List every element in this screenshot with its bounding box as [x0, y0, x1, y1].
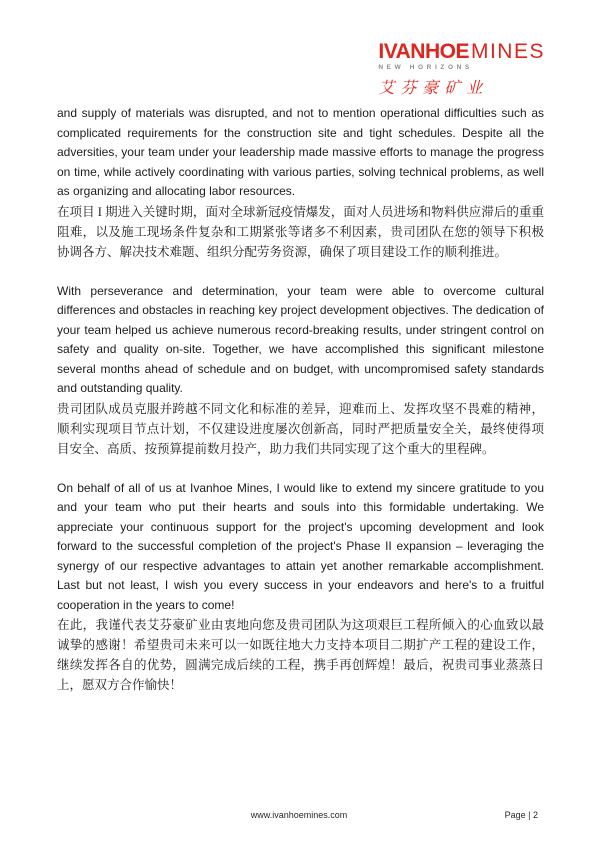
english-paragraph: and supply of materials was disrupted, and not to mention operational difficulties such as complicated requirements for the construction site and tight schedules. Despite all the adversities, your team under your leadership made massive efforts to manage the progress on time, while actively coordinating with various parties, solving technical problems, as well as organizing and allocating labor resources.: [57, 106, 544, 198]
company-logo: [378, 41, 545, 98]
chinese-paragraph: 在此，我谨代表艾芬豪矿业由衷地向您及贵司团队为这项艰巨工程所倾入的心血致以最诚挚的感谢！希望贵司未来可以一如既往地大力支持本项目二期扩产工程的建设工作，继续发挥各自的优势，圆满完成后续的工程，携手再创辉煌！最后，祝贵司事业蒸蒸日上，愿双方合作愉快！: [57, 618, 544, 692]
logo-wordmark-ivanhoe: IVANHOE: [378, 40, 469, 63]
english-paragraph: With perseverance and determination, your team were able to overcome cultural differences and obstacles in reaching key project development objectives. The dedication of your team helped us achieve numerous record-breaking results, under stringent control on safety and quality on-site. Together, we have accomplished this significant milestone several months ahead of schedule and on budget, with uncompromised safety standards and outstanding quality.: [57, 283, 544, 395]
chinese-paragraph: 在项目 I 期进入关键时期，面对全球新冠疫情爆发，面对人员进场和物料供应滞后的重重阻难，以及施工现场条件复杂和工期紧张等诸多不利因素，贵司团队在您的领导下积极协调各方、解决技术难题、组织分配劳务资源，确保了项目建设工作的顺利推进。: [57, 204, 544, 259]
paragraph-block-2: [57, 282, 544, 459]
paragraph-block-1: [57, 104, 544, 262]
logo-wordmark-mines: MINES: [470, 40, 545, 63]
letter-body: [57, 104, 544, 695]
logo-tagline: NEW HORIZONS: [378, 64, 473, 71]
page-number: Page | 2: [504, 810, 538, 820]
paragraph-block-3: [57, 479, 544, 696]
page-footer: [0, 810, 600, 824]
chinese-paragraph: 贵司团队成员克服并跨越不同文化和标准的差异，迎难而上、发挥攻坚不畏难的精神，顺利实现项目节点计划，不仅建设进度屡次创新高，同时严把质量安全关，最终使得项目安全、高质、按预算提前数月投产，助力我们共同实现了这个重大的里程碑。: [57, 401, 544, 456]
logo-wordmark: [378, 41, 545, 62]
english-paragraph: On behalf of all of us at Ivanhoe Mines, I would like to extend my sincere gratitude to you and your team who put their hearts and souls into this formidable undertaking. We appreciate your continuous support for the project's upcoming development and look forward to the successful completion of the project's Phase II expansion – leveraging the synergy of our respective advantages to attain yet another remarkable accomplishment. Last but not least, I wish you every success in your endeavors and here's to a fruitful cooperation in the years to come!: [57, 480, 544, 612]
logo-chinese-name: 艾芬豪矿业: [378, 80, 489, 97]
website-link[interactable]: www.ivanhoemines.com: [250, 810, 348, 820]
